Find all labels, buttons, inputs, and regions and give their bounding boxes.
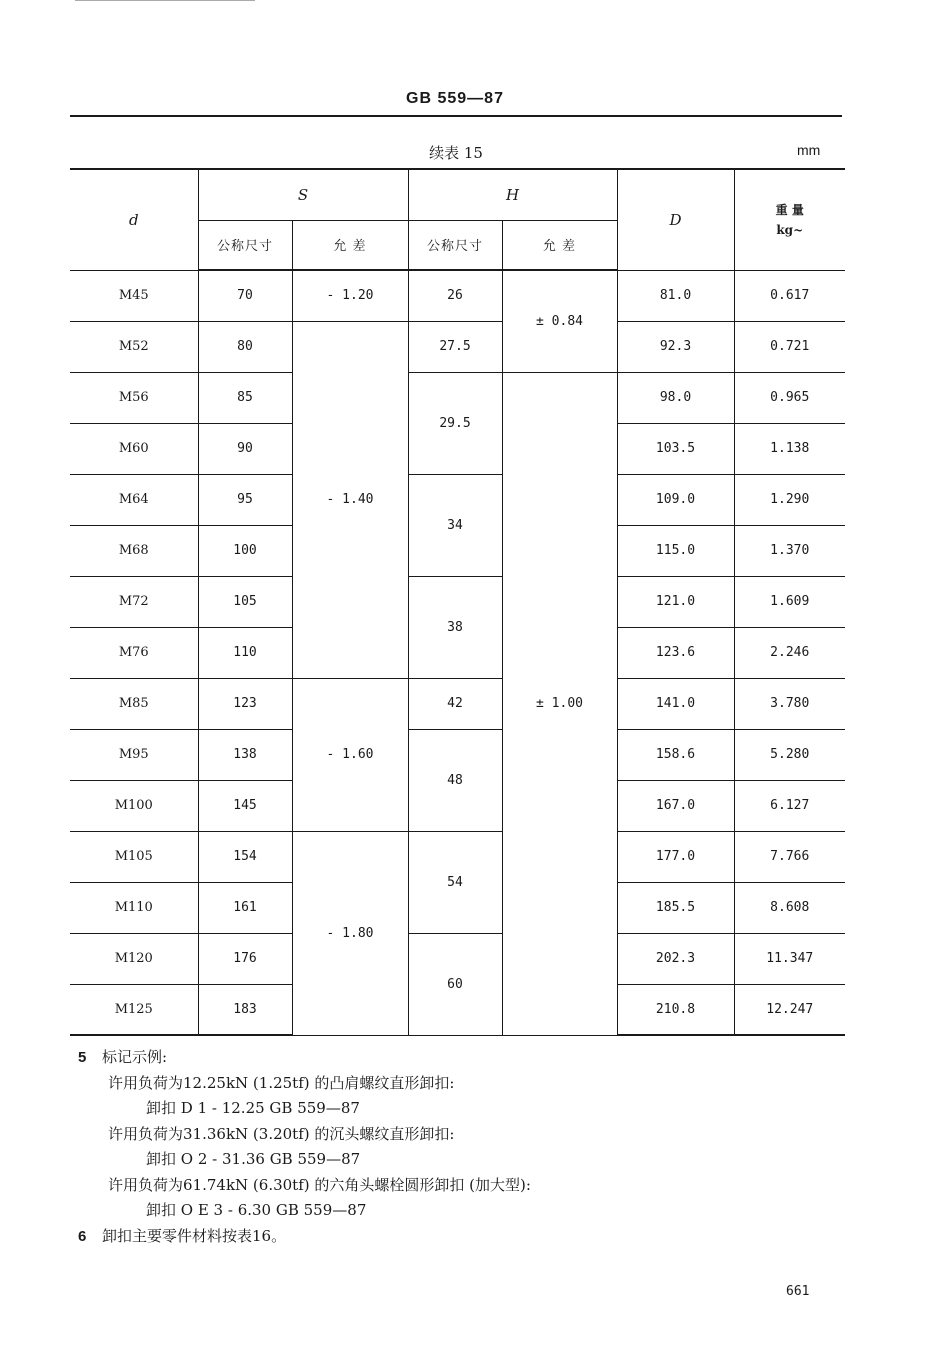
cell-weight: 7.766 <box>734 831 845 882</box>
cell-D: 103.5 <box>617 423 734 474</box>
cell-d: M52 <box>70 321 198 372</box>
page-number: 661 <box>786 1284 810 1299</box>
cell-weight: 2.246 <box>734 627 845 678</box>
cell-s: 154 <box>198 831 292 882</box>
h-tolerance-header: 允 差 <box>502 220 617 270</box>
cell-s-tolerance: - 1.40 <box>292 321 408 678</box>
cell-d: M56 <box>70 372 198 423</box>
cell-weight: 6.127 <box>734 780 845 831</box>
cell-s: 145 <box>198 780 292 831</box>
cell-weight: 8.608 <box>734 882 845 933</box>
cell-weight: 0.617 <box>734 270 845 321</box>
cell-weight: 1.138 <box>734 423 845 474</box>
cell-s: 105 <box>198 576 292 627</box>
cell-D: 121.0 <box>617 576 734 627</box>
cell-D: 123.6 <box>617 627 734 678</box>
cell-h: 48 <box>408 729 502 831</box>
cell-d: M76 <box>70 627 198 678</box>
note-5-heading <box>78 1045 898 1071</box>
cell-d: M105 <box>70 831 198 882</box>
cell-D: 202.3 <box>617 933 734 984</box>
cell-h: 54 <box>408 831 502 933</box>
cell-h-tolerance: ± 0.84 <box>502 270 617 372</box>
cell-D: 167.0 <box>617 780 734 831</box>
cell-D: 210.8 <box>617 984 734 1035</box>
cell-s-tolerance: - 1.80 <box>292 831 408 1035</box>
cell-d: M120 <box>70 933 198 984</box>
cell-s: 138 <box>198 729 292 780</box>
cell-D: 177.0 <box>617 831 734 882</box>
example-2-mark: 卸扣 O 2 - 31.36 GB 559—87 <box>146 1150 361 1168</box>
note-5-title: 标记示例: <box>102 1048 168 1066</box>
cell-d: M72 <box>70 576 198 627</box>
cell-d: M68 <box>70 525 198 576</box>
cell-D: 158.6 <box>617 729 734 780</box>
cell-d: M85 <box>70 678 198 729</box>
cell-h: 27.5 <box>408 321 502 372</box>
cell-weight: 0.965 <box>734 372 845 423</box>
col-header-D: D <box>617 169 734 270</box>
notes-section <box>78 1045 898 1249</box>
cell-s: 176 <box>198 933 292 984</box>
cell-s: 90 <box>198 423 292 474</box>
s-nominal-header: 公称尺寸 <box>198 220 292 270</box>
cell-s-tolerance: - 1.60 <box>292 678 408 831</box>
col-header-h: H <box>408 169 617 220</box>
cell-D: 92.3 <box>617 321 734 372</box>
scan-edge-line <box>75 0 255 1</box>
cell-d: M100 <box>70 780 198 831</box>
cell-h-tolerance: ± 1.00 <box>502 372 617 1035</box>
example-2-desc: 许用负荷为31.36kN (3.20tf) 的沉头螺纹直形卸扣: <box>108 1124 455 1143</box>
s-tolerance-header: 允 差 <box>292 220 408 270</box>
cell-h: 38 <box>408 576 502 678</box>
example-1-mark: 卸扣 D 1 - 12.25 GB 559—87 <box>146 1099 360 1117</box>
cell-weight: 3.780 <box>734 678 845 729</box>
col-header-weight <box>734 169 845 270</box>
cell-h: 34 <box>408 474 502 576</box>
weight-label: 重 量 <box>775 202 804 217</box>
example-3-mark: 卸扣 O E 3 - 6.30 GB 559—87 <box>146 1201 367 1219</box>
cell-h: 60 <box>408 933 502 1035</box>
cell-weight: 0.721 <box>734 321 845 372</box>
cell-h: 29.5 <box>408 372 502 474</box>
note-6-number: 6 <box>78 1227 87 1245</box>
table-caption: 续表 15 <box>429 144 483 162</box>
example-1-desc: 许用负荷为12.25kN (1.25tf) 的凸肩螺纹直形卸扣: <box>108 1073 455 1092</box>
h-nominal-header: 公称尺寸 <box>408 220 502 270</box>
header-rule <box>70 115 842 117</box>
cell-weight: 1.609 <box>734 576 845 627</box>
cell-s: 100 <box>198 525 292 576</box>
cell-s: 110 <box>198 627 292 678</box>
cell-weight: 1.370 <box>734 525 845 576</box>
cell-D: 98.0 <box>617 372 734 423</box>
col-header-s: S <box>198 169 408 220</box>
cell-d: M110 <box>70 882 198 933</box>
note-6 <box>78 1224 898 1250</box>
cell-D: 141.0 <box>617 678 734 729</box>
spec-table <box>70 168 845 1036</box>
cell-weight: 11.347 <box>734 933 845 984</box>
cell-weight: 12.247 <box>734 984 845 1035</box>
note-5-number: 5 <box>78 1049 87 1066</box>
cell-s: 123 <box>198 678 292 729</box>
cell-s: 80 <box>198 321 292 372</box>
cell-d: M125 <box>70 984 198 1035</box>
example-3-desc: 许用负荷为61.74kN (6.30tf) 的六角头螺栓圆形卸扣 (加大型): <box>108 1175 531 1194</box>
cell-s-tolerance: - 1.20 <box>292 270 408 321</box>
col-header-d: d <box>70 169 198 270</box>
cell-weight: 5.280 <box>734 729 845 780</box>
cell-D: 185.5 <box>617 882 734 933</box>
weight-unit: kg~ <box>776 222 804 237</box>
cell-s: 183 <box>198 984 292 1035</box>
cell-s: 161 <box>198 882 292 933</box>
cell-s: 70 <box>198 270 292 321</box>
cell-d: M64 <box>70 474 198 525</box>
cell-D: 115.0 <box>617 525 734 576</box>
cell-d: M45 <box>70 270 198 321</box>
cell-s: 95 <box>198 474 292 525</box>
cell-D: 81.0 <box>617 270 734 321</box>
cell-d: M60 <box>70 423 198 474</box>
cell-h: 26 <box>408 270 502 321</box>
cell-s: 85 <box>198 372 292 423</box>
cell-d: M95 <box>70 729 198 780</box>
note-6-text: 卸扣主要零件材料按表16。 <box>102 1226 287 1245</box>
standard-header: GB 559—87 <box>406 90 504 107</box>
cell-D: 109.0 <box>617 474 734 525</box>
unit-label: mm <box>797 142 821 158</box>
cell-h: 42 <box>408 678 502 729</box>
cell-weight: 1.290 <box>734 474 845 525</box>
